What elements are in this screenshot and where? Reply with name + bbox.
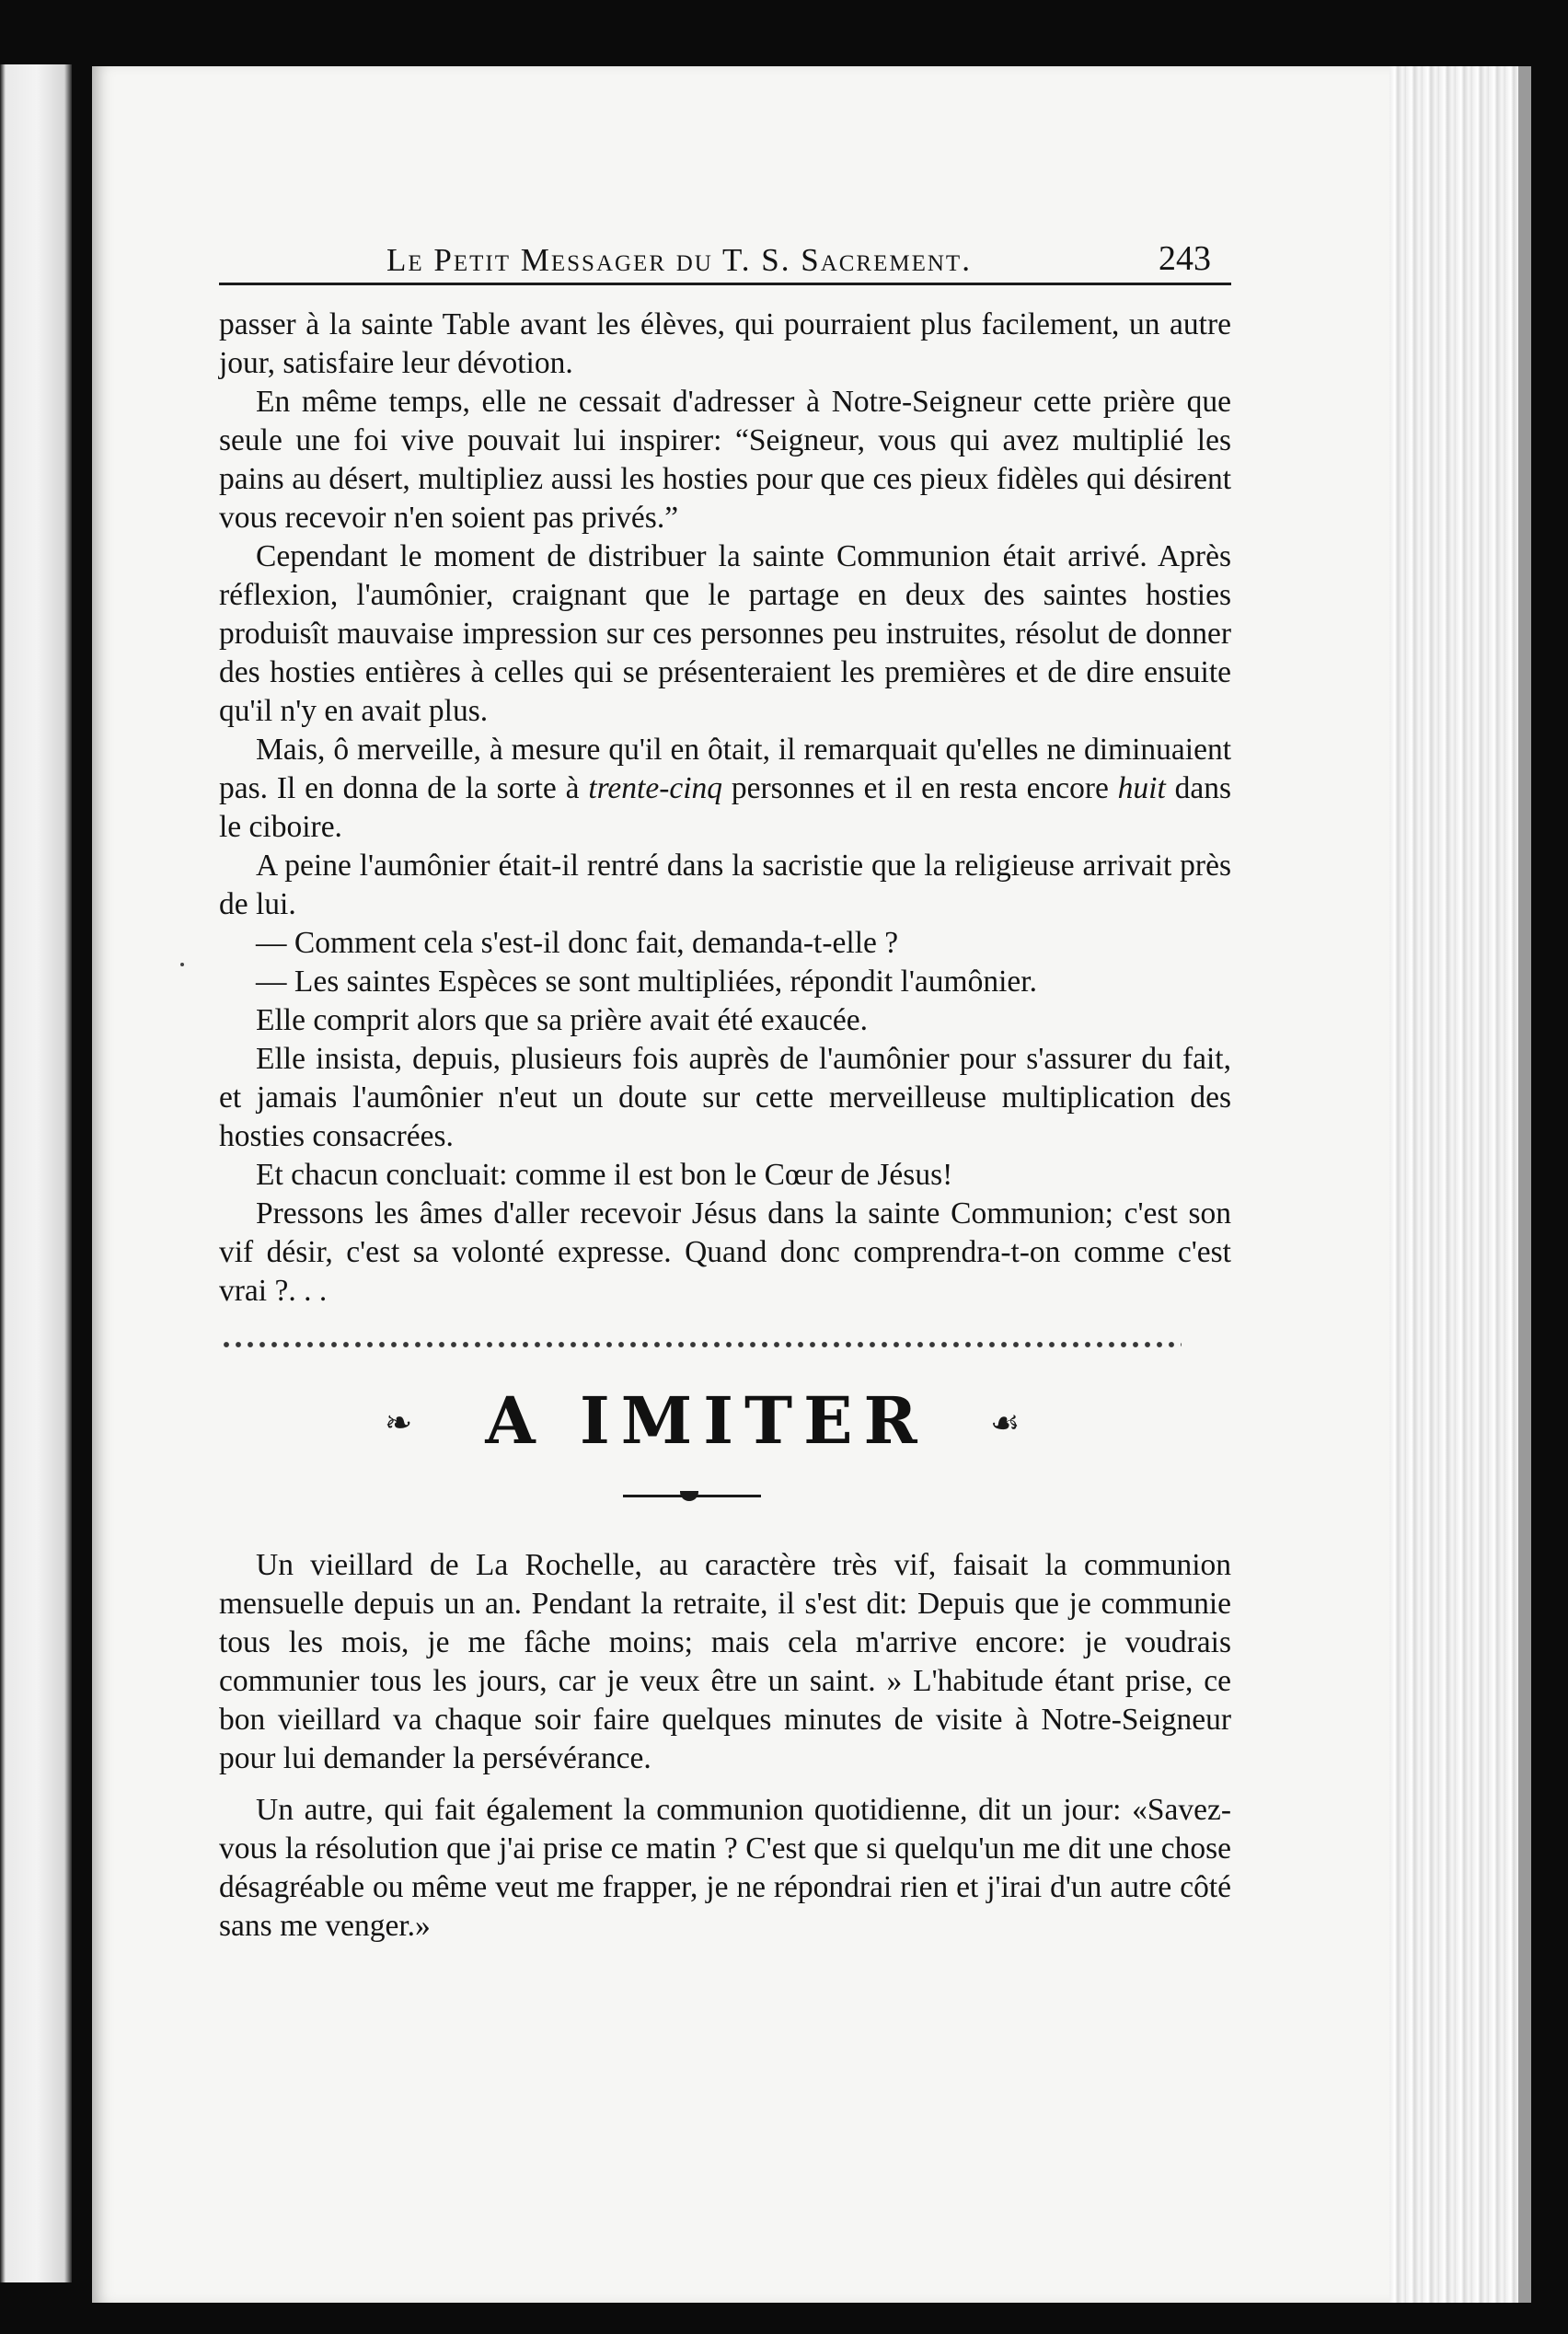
dialogue-line: — Comment cela s'est-il donc fait, demanda-t-elle ? — [256, 926, 899, 960]
emphasis-text: trente-cinq — [588, 771, 723, 805]
print-speck — [180, 963, 184, 966]
ornamental-divider — [221, 1336, 1182, 1349]
article-body — [219, 306, 1231, 1311]
page-content — [219, 235, 1231, 1946]
section-heading — [219, 1371, 1231, 1473]
title-underline-ornament — [623, 1489, 761, 1502]
paragraph: A peine l'aumônier était-il rentré dans la sacristie que la religieuse arrivait près de lui. — [219, 849, 1231, 921]
fleuron-right-icon: ☙ — [990, 1404, 1020, 1442]
paragraph: Un vieillard de La Rochelle, au caractère très vif, faisait la communion mensuelle depuis un an. Pendant la retraite, il s'est dit: Depuis que je communie tous les mois, je me fâche moins; mais cela m'arrive encore: je voudrais communier tous les jours, car je veux être un saint. » L'habitude étant prise, ce bon vieillard va chaque soir faire quelques minutes de visite à Notre-Seigneur pour lui demander la persévérance. — [219, 1548, 1231, 1775]
paragraph: passer à la sainte Table avant les élèves, qui pourraient plus facilement, un autre jour, satisfaire leur dévotion. — [219, 307, 1231, 380]
dialogue-line: — Les saintes Espèces se sont multipliées, répondit l'aumônier. — [256, 965, 1037, 999]
underline-ornament-icon — [680, 1491, 698, 1501]
paragraph: Pressons les âmes d'aller recevoir Jésus dans la sainte Communion; c'est son vif désir, c'est sa volonté expresse. Quand donc comprendra-t-on comme c'est vrai ?. . . — [219, 1196, 1231, 1308]
page-stack-edges — [1389, 66, 1518, 2303]
paragraph: En même temps, elle ne cessait d'adresser à Notre-Seigneur cette prière que seule une foi vive pouvait lui inspirer: “Seigneur, vous qui avez multiplié les pains au désert, multipliez aussi les hosties pour que ces pieux fidèles qui désirent vous recevoir n'en soient pas privés.” — [219, 385, 1231, 535]
book-cover-edge — [1518, 66, 1531, 2303]
paragraph: Elle comprit alors que sa prière avait été exaucée. — [256, 1003, 869, 1037]
paragraph-text: dans le ciboire. — [219, 771, 1232, 844]
running-head — [219, 235, 1231, 285]
paragraph — [219, 731, 1231, 847]
paragraph-text: personnes et il en resta encore — [722, 771, 1118, 805]
left-page-edge — [0, 64, 72, 2282]
paragraph: Elle insista, depuis, plusieurs fois auprès de l'aumônier pour s'assurer du fait, et jamais l'aumônier n'eut un doute sur cette merveilleuse multiplication des hosties consacrées. — [219, 1042, 1231, 1153]
running-title: Le Petit Messager du T. S. Sacrement. — [386, 242, 972, 278]
section-body — [219, 1546, 1231, 1946]
paragraph: Un autre, qui fait également la communion quotidienne, dit un jour: «Savez-vous la résolution que j'ai prise ce matin ? C'est que si quelqu'un me dit une chose désagréable ou même veut me frapper, je ne répondrai rien et j'irai d'un autre côté sans me venger.» — [219, 1793, 1231, 1943]
paragraph-text: Mais, ô merveille, à mesure qu'il en ôtait, il remarquait qu'elles ne diminuaient pas. Il en donna de la sorte à — [219, 733, 1231, 805]
paragraph: Et chacun concluait: comme il est bon le Cœur de Jésus! — [256, 1158, 953, 1192]
section-title: A IMITER — [485, 1382, 928, 1459]
fleuron-left-icon: ❧ — [385, 1404, 413, 1442]
page-number: 243 — [1159, 239, 1211, 278]
emphasis-text: huit — [1117, 771, 1166, 805]
paragraph: Cependant le moment de distribuer la sainte Communion était arrivé. Après réflexion, l'aumônier, craignant que le partage en deux des saintes hosties produisît mauvaise impression sur ces personnes peu instruites, résolut de donner des hosties entières à celles qui se présenteraient les premières et de dire ensuite qu'il n'y en avait plus. — [219, 539, 1231, 728]
